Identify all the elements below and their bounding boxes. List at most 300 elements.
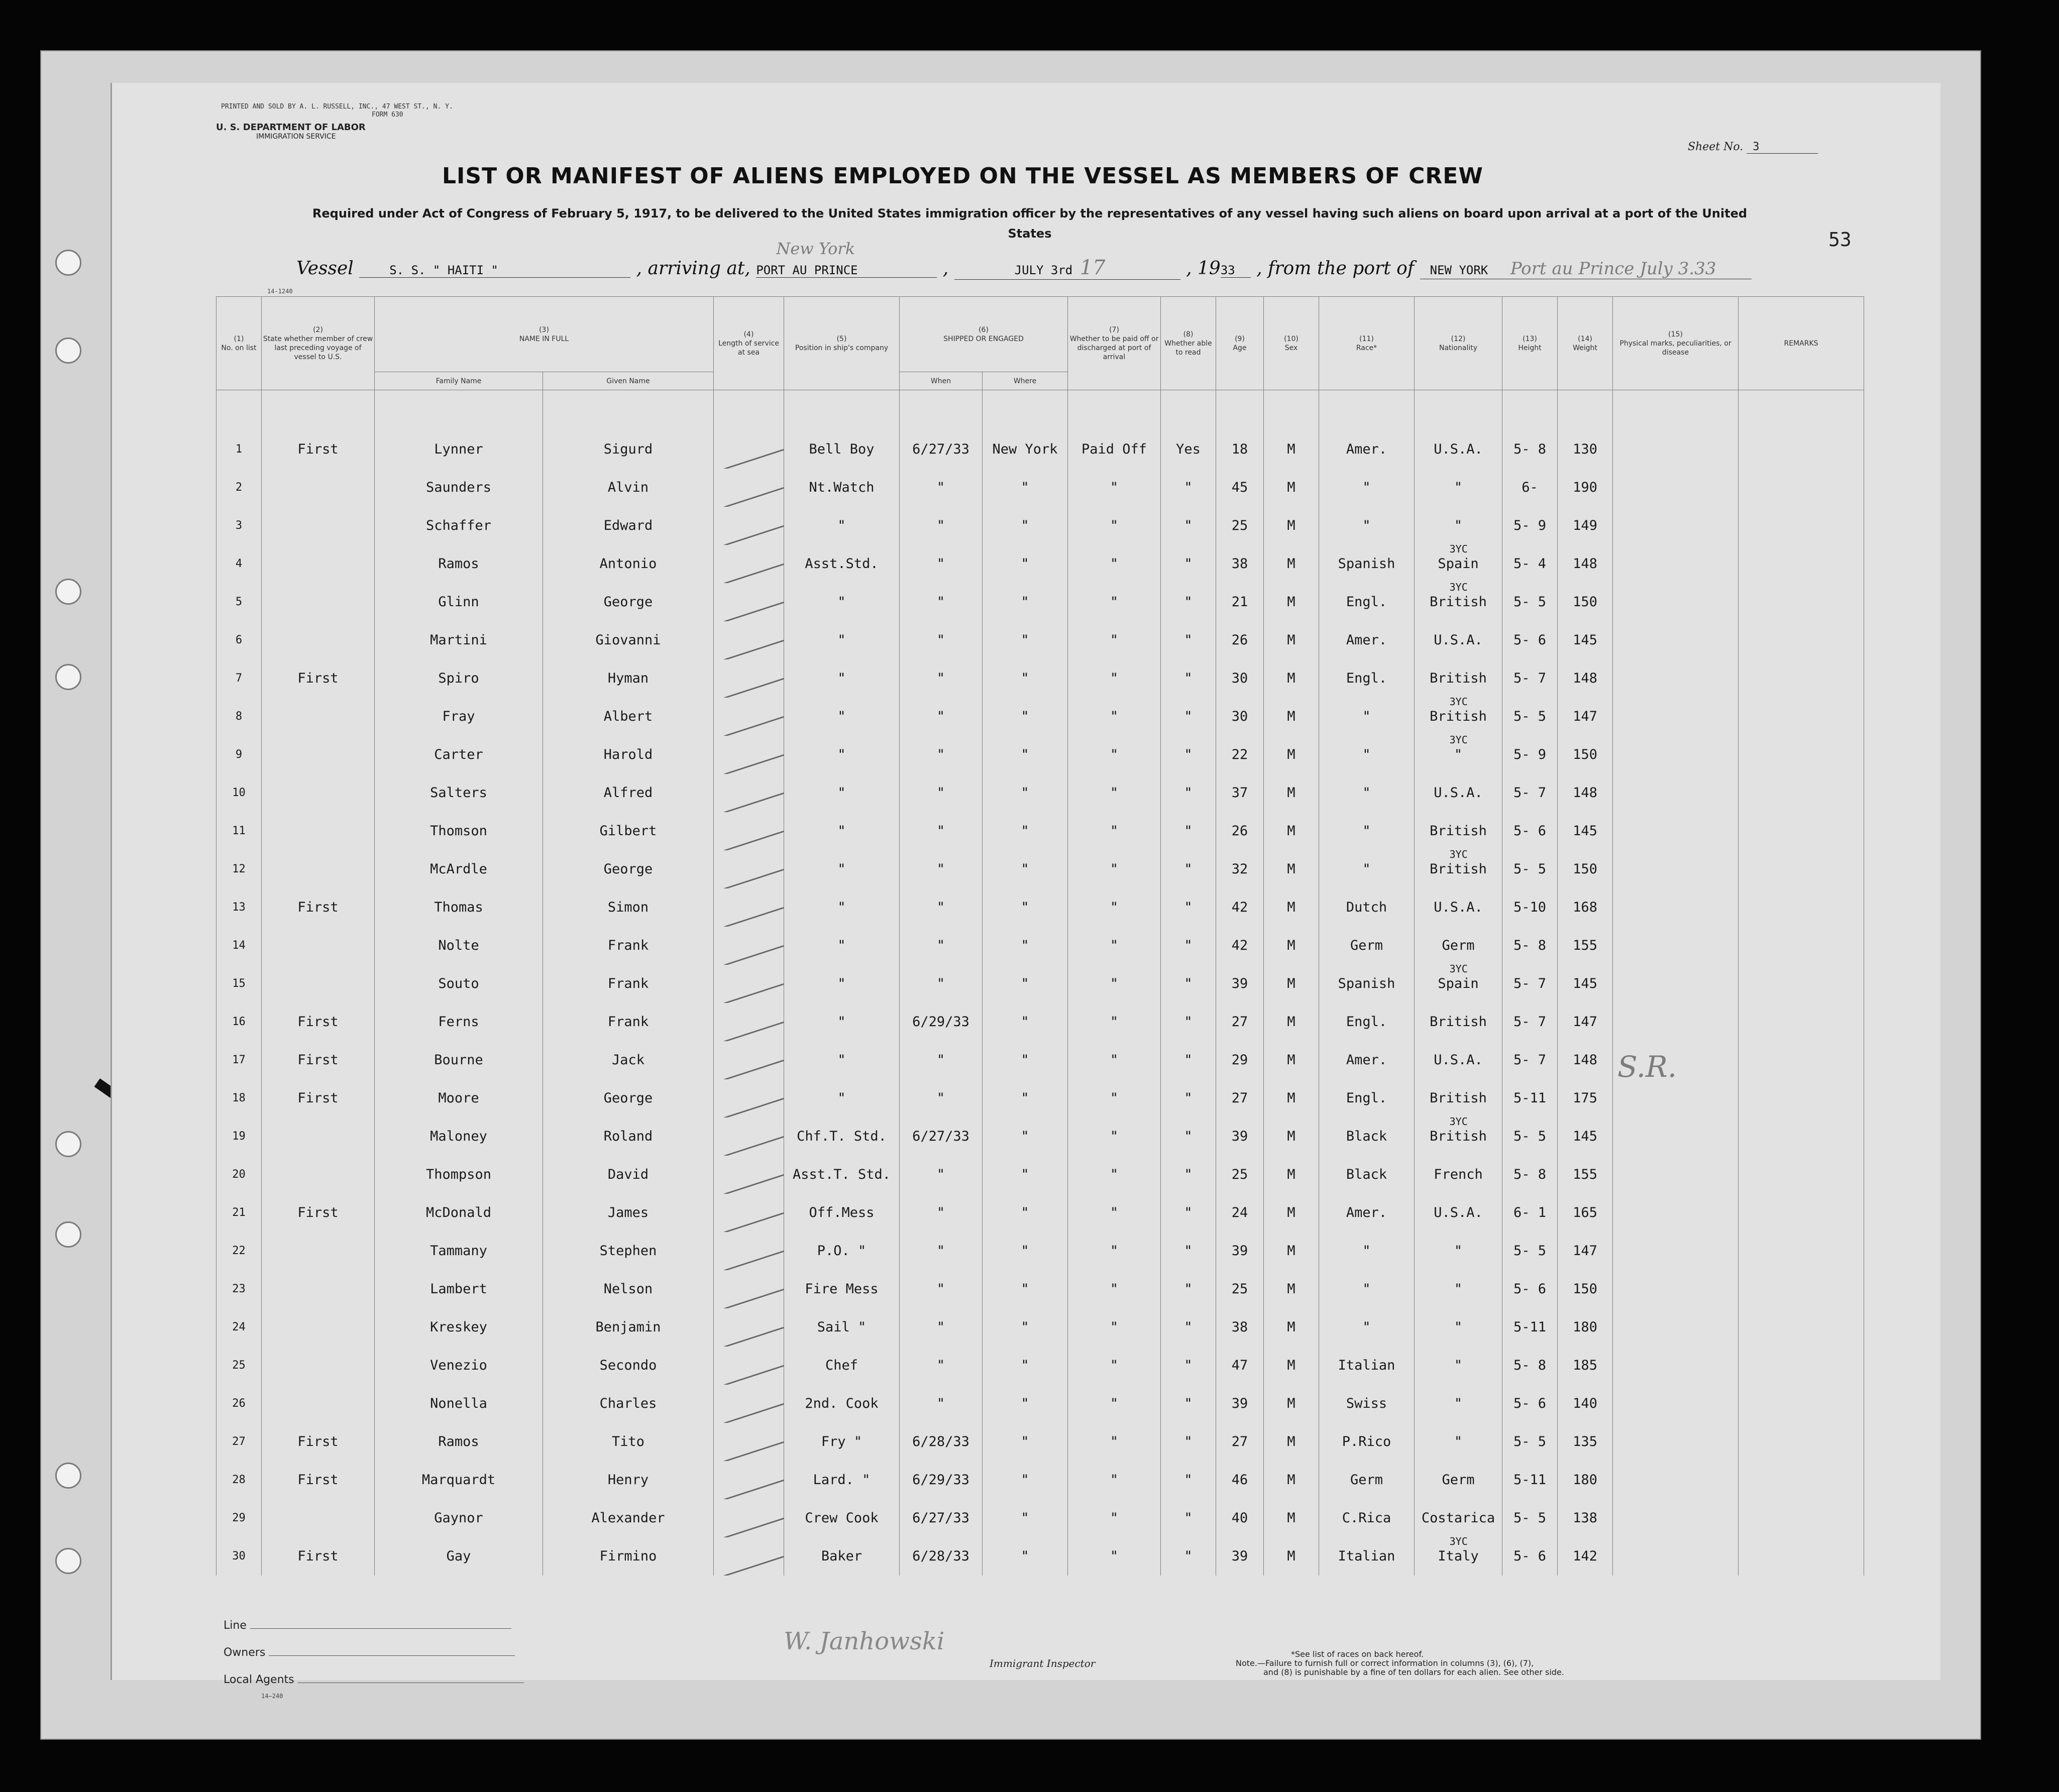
height-cell: 5- 8 xyxy=(1502,1156,1558,1194)
shipped-when-cell: " xyxy=(900,698,983,736)
paid-off-cell: " xyxy=(1068,621,1161,659)
able-to-read-cell: " xyxy=(1161,1347,1216,1385)
race-cell: Engl. xyxy=(1319,583,1415,621)
family-name-cell: Marquardt xyxy=(375,1461,543,1499)
ship-position-cell: Off.Mess xyxy=(784,1194,900,1232)
race-cell: C.Rica xyxy=(1319,1499,1415,1537)
shipped-where-cell: New York xyxy=(983,430,1068,469)
weight-cell: 130 xyxy=(1558,430,1613,469)
given-name-cell: Benjamin xyxy=(543,1308,714,1347)
given-name-cell: Sigurd xyxy=(543,430,714,469)
table-spacer-row xyxy=(216,390,1864,430)
table-row xyxy=(216,965,1864,1003)
weight-cell: 150 xyxy=(1558,736,1613,774)
given-name-cell: George xyxy=(543,850,714,888)
shipped-when-cell: " xyxy=(900,507,983,545)
sex-cell: M xyxy=(1264,736,1319,774)
col-header-position: (5) Position in ship's company xyxy=(784,297,900,390)
race-cell: Germ xyxy=(1319,927,1415,965)
age-cell: 46 xyxy=(1216,1461,1264,1499)
checkmark-icon xyxy=(724,1347,784,1384)
nationality-cell xyxy=(1415,927,1502,965)
checkmark-icon xyxy=(724,1194,784,1231)
row-number-cell: 29 xyxy=(216,1499,262,1537)
race-cell: Black xyxy=(1319,1117,1415,1156)
ship-position-cell: " xyxy=(784,888,900,927)
checkmark-icon xyxy=(724,812,784,850)
binder-hole xyxy=(55,1463,81,1489)
shipped-when-cell: " xyxy=(900,659,983,698)
checkmark-icon xyxy=(724,888,784,926)
nationality: U.S.A. xyxy=(1434,785,1483,801)
nationality-cell xyxy=(1415,1117,1502,1156)
ship-position-cell: Asst.Std. xyxy=(784,545,900,583)
checkmark-icon xyxy=(724,1079,784,1117)
nationality-cell xyxy=(1415,1156,1502,1194)
voyage-status-cell: First xyxy=(262,659,375,698)
row-number-cell: 1 xyxy=(216,430,262,469)
nationality: British xyxy=(1430,709,1487,724)
ship-position-cell: Fire Mess xyxy=(784,1270,900,1308)
service-mark-cell xyxy=(714,1156,784,1194)
sex-cell: M xyxy=(1264,430,1319,469)
race-cell: Amer. xyxy=(1319,621,1415,659)
remarks-cell xyxy=(1739,927,1864,965)
age-cell: 39 xyxy=(1216,1232,1264,1270)
given-name-cell: Albert xyxy=(543,698,714,736)
ship-position-cell: Bell Boy xyxy=(784,430,900,469)
table-row xyxy=(216,1499,1864,1537)
remarks-cell xyxy=(1739,1041,1864,1079)
shipped-where-cell: " xyxy=(983,1194,1068,1232)
shipped-where-cell: " xyxy=(983,1461,1068,1499)
height-cell: 5- 7 xyxy=(1502,1003,1558,1041)
shipped-when-cell: " xyxy=(900,1232,983,1270)
nationality-cell xyxy=(1415,1499,1502,1537)
able-to-read-cell: " xyxy=(1161,1461,1216,1499)
nationality: " xyxy=(1454,480,1463,495)
able-to-read-cell: " xyxy=(1161,1156,1216,1194)
table-row xyxy=(216,1347,1864,1385)
ship-position-cell: Baker xyxy=(784,1537,900,1576)
shipped-where-cell: " xyxy=(983,1156,1068,1194)
checkmark-icon xyxy=(724,659,784,697)
weight-cell: 148 xyxy=(1558,659,1613,698)
remarks-cell xyxy=(1739,698,1864,736)
sex-cell: M xyxy=(1264,1156,1319,1194)
printer-imprint xyxy=(221,103,453,119)
sex-cell: M xyxy=(1264,1041,1319,1079)
able-to-read-cell: " xyxy=(1161,1270,1216,1308)
weight-cell: 145 xyxy=(1558,621,1613,659)
physical-marks-cell xyxy=(1613,507,1739,545)
age-cell: 22 xyxy=(1216,736,1264,774)
shipped-where-cell: " xyxy=(983,850,1068,888)
nationality-cell xyxy=(1415,1041,1502,1079)
race-cell: " xyxy=(1319,1270,1415,1308)
height-cell: 5- 5 xyxy=(1502,1423,1558,1461)
remarks-cell xyxy=(1739,812,1864,850)
page-number: 53 xyxy=(1828,229,1852,251)
shipped-where-cell: " xyxy=(983,1270,1068,1308)
shipped-when-cell: " xyxy=(900,1347,983,1385)
nationality-cell xyxy=(1415,812,1502,850)
service-mark-cell xyxy=(714,1079,784,1117)
ship-position-cell: Sail " xyxy=(784,1308,900,1347)
physical-marks-cell xyxy=(1613,1156,1739,1194)
from-port-field xyxy=(1420,259,1752,279)
vessel-line: Vessel S. S. " HAITI " , arriving at, New York PORT AU PRINCE , JULY 3rd 17 , 1933 , from the port of NEW YORK Port au Prince July 3.33 xyxy=(296,256,1752,280)
table-row xyxy=(216,1232,1864,1270)
nationality: Spain xyxy=(1438,976,1479,991)
physical-marks-cell xyxy=(1613,1385,1739,1423)
family-name-cell: Salters xyxy=(375,774,543,812)
form-code: 14-1240 xyxy=(267,288,293,295)
col-header-given-name: Given Name xyxy=(543,372,714,390)
table-row xyxy=(216,1079,1864,1117)
age-cell: 27 xyxy=(1216,1079,1264,1117)
family-name-cell: Lambert xyxy=(375,1270,543,1308)
shipped-where-cell: " xyxy=(983,1117,1068,1156)
owners-field xyxy=(269,1655,515,1656)
race-cell: Spanish xyxy=(1319,965,1415,1003)
nationality-cell xyxy=(1415,736,1502,774)
checkmark-icon xyxy=(724,1117,784,1155)
nationality: Germ xyxy=(1442,1472,1475,1488)
given-name-cell: Firmino xyxy=(543,1537,714,1576)
height-cell: 5- 9 xyxy=(1502,507,1558,545)
sex-cell: M xyxy=(1264,1232,1319,1270)
voyage-status-cell: First xyxy=(262,1423,375,1461)
age-cell: 37 xyxy=(1216,774,1264,812)
col-header-race: (11) Race* xyxy=(1319,297,1415,390)
nationality: Spain xyxy=(1438,556,1479,572)
table-row xyxy=(216,1270,1864,1308)
table-row xyxy=(216,583,1864,621)
able-to-read-cell: " xyxy=(1161,812,1216,850)
nationality: British xyxy=(1430,594,1487,610)
ship-position-cell: " xyxy=(784,736,900,774)
binder-hole xyxy=(55,579,81,605)
shipped-where-cell: " xyxy=(983,736,1068,774)
sex-cell: M xyxy=(1264,1270,1319,1308)
row-number-cell: 13 xyxy=(216,888,262,927)
weight-cell: 190 xyxy=(1558,469,1613,507)
checkmark-icon xyxy=(724,1270,784,1308)
weight-cell: 145 xyxy=(1558,812,1613,850)
sheet-number-value: 3 xyxy=(1747,141,1818,154)
col-header-remarks: REMARKS xyxy=(1739,297,1864,390)
height-cell: 5- 5 xyxy=(1502,1499,1558,1537)
table-row xyxy=(216,1537,1864,1576)
able-to-read-cell: " xyxy=(1161,698,1216,736)
weight-cell: 155 xyxy=(1558,927,1613,965)
shipped-where-cell: " xyxy=(983,469,1068,507)
ship-position-cell: " xyxy=(784,850,900,888)
checkmark-icon xyxy=(724,698,784,735)
nationality-cell xyxy=(1415,1308,1502,1347)
shipped-where-cell: " xyxy=(983,545,1068,583)
ship-position-cell: " xyxy=(784,927,900,965)
sex-cell: M xyxy=(1264,621,1319,659)
table-row xyxy=(216,736,1864,774)
given-name-cell: Alfred xyxy=(543,774,714,812)
remarks-initials: S.R. xyxy=(1617,1050,1677,1084)
paid-off-cell: " xyxy=(1068,698,1161,736)
col-header-read: (8) Whether able to read xyxy=(1161,297,1216,390)
row-number-cell: 22 xyxy=(216,1232,262,1270)
physical-marks-cell xyxy=(1613,1117,1739,1156)
binder-hole xyxy=(55,338,81,364)
from-port-label: , from the port of xyxy=(1256,258,1415,279)
race-cell: " xyxy=(1319,698,1415,736)
age-cell: 26 xyxy=(1216,812,1264,850)
shipped-when-cell: " xyxy=(900,927,983,965)
paid-off-cell: " xyxy=(1068,1041,1161,1079)
weight-cell: 168 xyxy=(1558,888,1613,927)
height-cell: 5-11 xyxy=(1502,1308,1558,1347)
shipped-where-cell: " xyxy=(983,659,1068,698)
col-header-family-name: Family Name xyxy=(375,372,543,390)
voyage-status-cell xyxy=(262,1270,375,1308)
nationality-annotation: 3YC xyxy=(1449,964,1468,975)
family-name-cell: McDonald xyxy=(375,1194,543,1232)
nationality-cell xyxy=(1415,1423,1502,1461)
voyage-status-cell xyxy=(262,774,375,812)
form-title: LIST OR MANIFEST OF ALIENS EMPLOYED ON THE VESSEL AS MEMBERS OF CREW xyxy=(442,163,1483,189)
height-cell: 5- 7 xyxy=(1502,1041,1558,1079)
line-label: Line xyxy=(224,1619,247,1632)
paid-off-cell: " xyxy=(1068,545,1161,583)
nationality-cell xyxy=(1415,698,1502,736)
age-cell: 27 xyxy=(1216,1003,1264,1041)
sex-cell: M xyxy=(1264,965,1319,1003)
nationality: " xyxy=(1454,1434,1463,1449)
remarks-cell xyxy=(1739,1079,1864,1117)
table-row xyxy=(216,1461,1864,1499)
table-row xyxy=(216,774,1864,812)
remarks-cell xyxy=(1739,1003,1864,1041)
race-cell: Swiss xyxy=(1319,1385,1415,1423)
service-mark-cell xyxy=(714,1270,784,1308)
footer-form-code: 14—240 xyxy=(261,1693,283,1700)
from-port-handwritten: Port au Prince July 3.33 xyxy=(1510,259,1716,279)
given-name-cell: Roland xyxy=(543,1117,714,1156)
voyage-status-cell xyxy=(262,736,375,774)
race-cell: Black xyxy=(1319,1156,1415,1194)
shipped-where-cell: " xyxy=(983,1079,1068,1117)
table-row xyxy=(216,1385,1864,1423)
row-number-cell: 28 xyxy=(216,1461,262,1499)
service-mark-cell xyxy=(714,850,784,888)
row-number-cell: 2 xyxy=(216,469,262,507)
given-name-cell: Frank xyxy=(543,1003,714,1041)
checkmark-icon xyxy=(724,621,784,659)
shipped-when-cell: " xyxy=(900,1079,983,1117)
paid-off-cell: " xyxy=(1068,774,1161,812)
race-cell: Engl. xyxy=(1319,1003,1415,1041)
physical-marks-cell xyxy=(1613,1347,1739,1385)
arrival-date-field xyxy=(954,256,1180,280)
vessel-label: Vessel xyxy=(296,258,354,279)
shipped-where-cell: " xyxy=(983,507,1068,545)
binder-hole xyxy=(55,250,81,276)
ship-position-cell: " xyxy=(784,1079,900,1117)
shipped-when-cell: 6/29/33 xyxy=(900,1003,983,1041)
family-name-cell: McArdle xyxy=(375,850,543,888)
given-name-cell: David xyxy=(543,1156,714,1194)
physical-marks-cell xyxy=(1613,621,1739,659)
ship-position-cell: " xyxy=(784,507,900,545)
table-row xyxy=(216,812,1864,850)
weight-cell: 180 xyxy=(1558,1461,1613,1499)
physical-marks-cell xyxy=(1613,698,1739,736)
row-number-cell: 25 xyxy=(216,1347,262,1385)
physical-marks-cell xyxy=(1613,965,1739,1003)
age-cell: 32 xyxy=(1216,850,1264,888)
family-name-cell: Glinn xyxy=(375,583,543,621)
remarks-cell xyxy=(1739,1117,1864,1156)
shipped-when-cell: 6/28/33 xyxy=(900,1423,983,1461)
nationality-cell xyxy=(1415,850,1502,888)
height-cell: 5- 7 xyxy=(1502,659,1558,698)
ship-position-cell: " xyxy=(784,812,900,850)
height-cell: 5- 8 xyxy=(1502,1347,1558,1385)
given-name-cell: Secondo xyxy=(543,1347,714,1385)
age-cell: 39 xyxy=(1216,965,1264,1003)
given-name-cell: George xyxy=(543,583,714,621)
table-row xyxy=(216,1041,1864,1079)
height-cell: 5- 8 xyxy=(1502,430,1558,469)
shipped-where-cell: " xyxy=(983,1347,1068,1385)
ship-position-cell: Chef xyxy=(784,1347,900,1385)
given-name-cell: Antonio xyxy=(543,545,714,583)
nationality: U.S.A. xyxy=(1434,1205,1483,1220)
able-to-read-cell: " xyxy=(1161,469,1216,507)
arrival-year: 33 xyxy=(1221,263,1251,278)
service-mark-cell xyxy=(714,621,784,659)
height-cell: 5- 6 xyxy=(1502,812,1558,850)
nationality-annotation: 3YC xyxy=(1449,583,1468,593)
able-to-read-cell: Yes xyxy=(1161,430,1216,469)
given-name-cell: Tito xyxy=(543,1423,714,1461)
physical-marks-cell xyxy=(1613,1423,1739,1461)
sex-cell: M xyxy=(1264,812,1319,850)
race-cell: Amer. xyxy=(1319,430,1415,469)
able-to-read-cell: " xyxy=(1161,774,1216,812)
weight-cell: 135 xyxy=(1558,1423,1613,1461)
able-to-read-cell: " xyxy=(1161,888,1216,927)
service-mark-cell xyxy=(714,659,784,698)
nationality-cell xyxy=(1415,621,1502,659)
age-cell: 26 xyxy=(1216,621,1264,659)
checkmark-icon xyxy=(724,736,784,773)
able-to-read-cell: " xyxy=(1161,850,1216,888)
nationality-cell xyxy=(1415,545,1502,583)
race-cell: Germ xyxy=(1319,1461,1415,1499)
row-number-cell: 20 xyxy=(216,1156,262,1194)
sheet-number xyxy=(1688,141,1818,154)
paid-off-cell: " xyxy=(1068,1537,1161,1576)
row-number-cell: 21 xyxy=(216,1194,262,1232)
shipped-where-cell: " xyxy=(983,1308,1068,1347)
races-note: *See list of races on back hereof. xyxy=(1291,1649,1424,1659)
able-to-read-cell: " xyxy=(1161,621,1216,659)
row-number-cell: 11 xyxy=(216,812,262,850)
shipped-where-cell: " xyxy=(983,812,1068,850)
age-cell: 39 xyxy=(1216,1385,1264,1423)
table-row xyxy=(216,927,1864,965)
paid-off-cell: " xyxy=(1068,1117,1161,1156)
service-mark-cell xyxy=(714,1461,784,1499)
shipped-when-cell: " xyxy=(900,736,983,774)
physical-marks-cell xyxy=(1613,850,1739,888)
col-header-paid-off: (7) Whether to be paid off or discharged at port of arrival xyxy=(1068,297,1161,390)
table-row xyxy=(216,1308,1864,1347)
family-name-cell: Martini xyxy=(375,621,543,659)
family-name-cell: Ramos xyxy=(375,545,543,583)
service-mark-cell xyxy=(714,1499,784,1537)
voyage-status-cell xyxy=(262,1232,375,1270)
nationality-cell xyxy=(1415,888,1502,927)
nationality-cell xyxy=(1415,774,1502,812)
ship-position-cell: " xyxy=(784,1003,900,1041)
remarks-cell xyxy=(1739,1537,1864,1576)
weight-cell: 185 xyxy=(1558,1347,1613,1385)
height-cell: 5- 5 xyxy=(1502,698,1558,736)
ship-position-cell: " xyxy=(784,698,900,736)
arriving-port: PORT AU PRINCE xyxy=(756,263,858,277)
checkmark-icon xyxy=(724,1385,784,1422)
sex-cell: M xyxy=(1264,1079,1319,1117)
age-cell: 42 xyxy=(1216,888,1264,927)
service-mark-cell xyxy=(714,1194,784,1232)
row-number-cell: 5 xyxy=(216,583,262,621)
paid-off-cell: " xyxy=(1068,1156,1161,1194)
nationality-annotation: 3YC xyxy=(1449,1537,1468,1547)
checkmark-icon xyxy=(724,1308,784,1346)
service-mark-cell xyxy=(714,1347,784,1385)
nationality-cell xyxy=(1415,1385,1502,1423)
service-mark-cell xyxy=(714,1232,784,1270)
age-cell: 30 xyxy=(1216,659,1264,698)
nationality: U.S.A. xyxy=(1434,900,1483,915)
remarks-cell xyxy=(1739,965,1864,1003)
service-mark-cell xyxy=(714,927,784,965)
race-cell: Italian xyxy=(1319,1347,1415,1385)
weight-cell: 145 xyxy=(1558,1117,1613,1156)
sex-cell: M xyxy=(1264,1003,1319,1041)
col-header-weight: (14) Weight xyxy=(1558,297,1613,390)
voyage-status-cell xyxy=(262,583,375,621)
nationality-cell xyxy=(1415,1461,1502,1499)
shipped-when-cell: " xyxy=(900,1308,983,1347)
row-number-cell: 6 xyxy=(216,621,262,659)
ship-position-cell: Nt.Watch xyxy=(784,469,900,507)
voyage-status-cell xyxy=(262,698,375,736)
shipped-where-cell: " xyxy=(983,1423,1068,1461)
paid-off-cell: " xyxy=(1068,1461,1161,1499)
able-to-read-cell: " xyxy=(1161,545,1216,583)
race-cell: P.Rico xyxy=(1319,1423,1415,1461)
race-cell: Engl. xyxy=(1319,1079,1415,1117)
weight-cell: 147 xyxy=(1558,698,1613,736)
nationality: " xyxy=(1454,1319,1463,1335)
nationality: " xyxy=(1454,518,1463,533)
arriving-label: , arriving at, xyxy=(636,258,750,279)
shipped-where-cell: " xyxy=(983,698,1068,736)
ship-position-cell: " xyxy=(784,621,900,659)
